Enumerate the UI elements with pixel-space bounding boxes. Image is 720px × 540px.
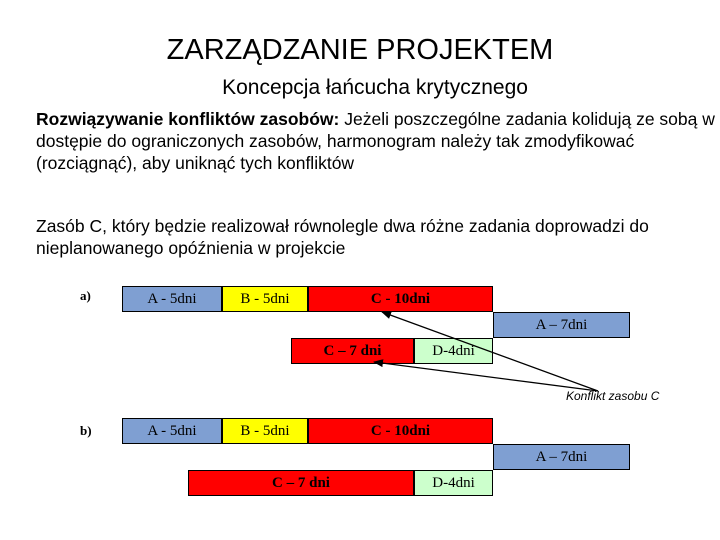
task-a-5: A - 5dni xyxy=(122,418,222,444)
task-c-7: C – 7 dni xyxy=(188,470,414,496)
task-a-7: A – 7dni xyxy=(493,312,630,338)
diagram-b-label: b) xyxy=(80,423,92,438)
conflict-arrow-to-c7 xyxy=(374,362,598,391)
paragraph-text: Jeżeli poszczególne zadania kolidują ze sobą w dostępie do ograniczonych zasobów, harmonogram należy tak zmodyfikować (rozciągnąć), aby uniknąć tych konfliktów xyxy=(36,109,715,173)
task-c-10: C - 10dni xyxy=(308,286,493,312)
page-subtitle: Koncepcja łańcucha krytycznego xyxy=(222,76,528,99)
paragraph-bold-lead: Rozwiązywanie konfliktów zasobów: xyxy=(36,109,340,129)
page-title: ZARZĄDZANIE PROJEKTEM xyxy=(166,34,554,66)
task-a-7: A – 7dni xyxy=(493,444,630,470)
conflict-label: Konflikt zasobu C xyxy=(566,389,660,403)
conflict-arrow-to-c10 xyxy=(382,312,598,391)
task-d-4: D-4dni xyxy=(414,338,493,364)
paragraph-resource-c: Zasób C, który będzie realizował równolegle dwa różne zadania doprowadzi do nieplanowanego opóźnienia w projekcie xyxy=(36,216,649,258)
task-c-7: C – 7 dni xyxy=(291,338,414,364)
task-b-5: B - 5dni xyxy=(222,286,308,312)
task-c-10: C - 10dni xyxy=(308,418,493,444)
task-d-4: D-4dni xyxy=(414,470,493,496)
task-b-5: B - 5dni xyxy=(222,418,308,444)
task-a-5: A - 5dni xyxy=(122,286,222,312)
diagram-a-label: a) xyxy=(80,288,91,303)
